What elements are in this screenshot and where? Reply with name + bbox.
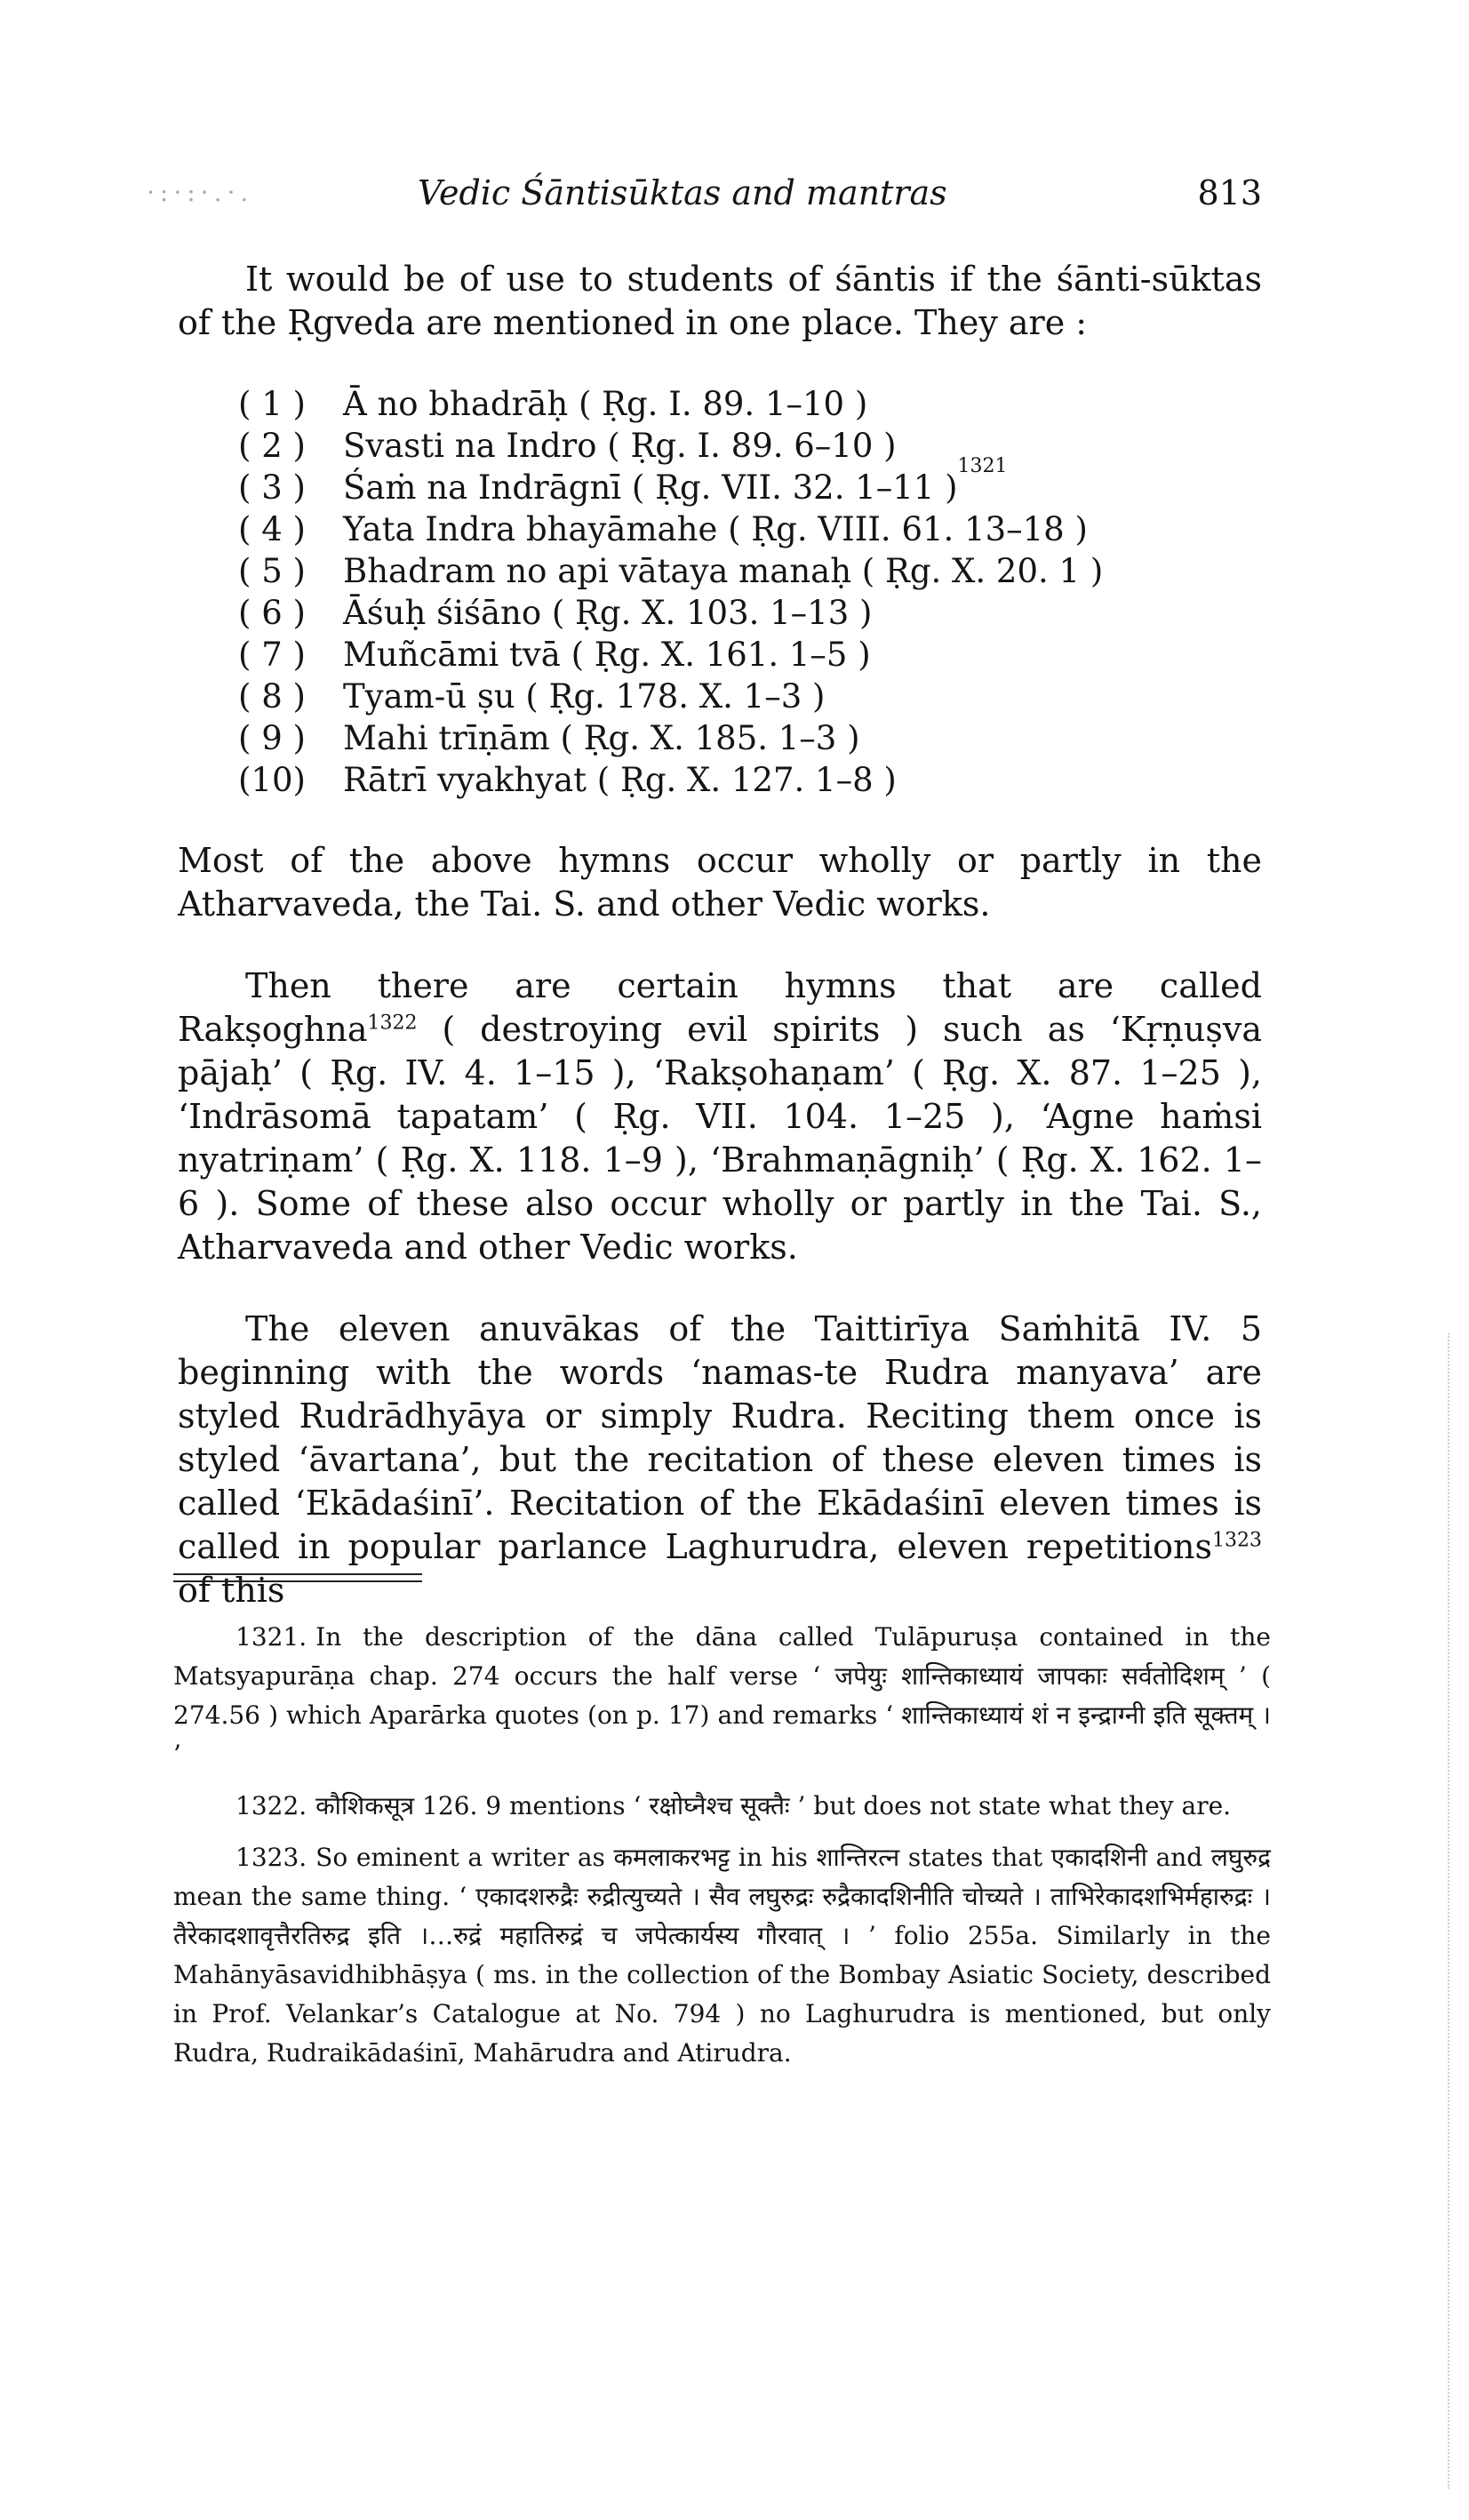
list-item <box>238 759 1262 801</box>
list-item-text: Rātrī vyakhyat ( Ṛg. X. 127. 1–8 ) <box>343 761 897 799</box>
scan-margin-line <box>1448 1333 1449 2489</box>
list-item <box>238 550 1262 592</box>
list-item-number: ( 8 ) <box>238 677 306 716</box>
intro-paragraph: It would be of use to students of śāntis if the śānti-sūktas of the Ṛgveda are mentioned in one place. They are : <box>178 260 1262 342</box>
page-header <box>178 173 1262 218</box>
list-item-text: Yata Indra bhayāmahe ( Ṛg. VIII. 61. 13–18 ) <box>343 510 1088 548</box>
list-item-text: Muñcāmi tvā ( Ṛg. X. 161. 1–5 ) <box>343 636 871 674</box>
list-item-text: Svasti na Indro ( Ṛg. I. 89. 6–10 ) <box>343 427 897 465</box>
list-item-number: ( 5 ) <box>238 552 306 590</box>
list-item <box>238 592 1262 634</box>
footnote-1323 <box>173 1838 1271 2073</box>
list-item-number: ( 4 ) <box>238 510 306 548</box>
santi-sukta-list <box>178 383 1262 801</box>
main-text <box>178 258 1262 1651</box>
footnotes <box>173 1618 1271 2085</box>
footnote-text: So eminent a writer as कमलाकरभट्ट in his शान्तिरत्न states that एकादशिनी and लघुरुद्र mean the same thing. ‘ एकादशरुद्रैः रुद्रीत्युच्यते । सैव लघुरुद्रः रुद्रैकादशिनीति चोच्यते । ताभिरेकादशभिर्महारुद्रः । तैरेकादशावृत्तैरतिरुद्र इति ।…रुद्रं महातिरुद्रं च जपेत्कार्यस्य गौरवात् । ’ folio 255a. Similarly in the Mahānyāsavidhibhāṣya ( ms. in the collection of the Bombay Asiatic Society, described in Prof. Velankar’s Catalogue at No. 794 ) no Laghurudra is mentioned, but only Rudra, Rudraikādaśinī, Mahārudra and Atirudra. <box>173 1843 1271 2068</box>
atharva-paragraph: Most of the above hymns occur wholly or partly in the Atharvaveda, the Tai. S. and other Vedic works. <box>178 841 1262 924</box>
list-item <box>238 634 1262 676</box>
footnote-ref: 1321 <box>957 455 1008 477</box>
list-item-text: Āśuḥ śiśāno ( Ṛg. X. 103. 1–13 ) <box>343 594 873 632</box>
rudra-paragraph <box>178 1308 1262 1612</box>
rudra-text-b: of this <box>178 1571 285 1610</box>
running-title: Vedic Śāntisūktas and mantras <box>418 173 947 212</box>
footnote-text: In the description of the dāna called Tulāpuruṣa contained in the Matsyapurāṇa chap. 274 occurs the half verse ‘ जपेयुः शान्तिकाध्यायं जापकाः सर्वतोदिशम् ’ ( 274.56 ) which Aparārka quotes (on p. 17) and remarks ‘ शान्तिकाध्यायं शं न इन्द्राग्नी इति सूक्तम् । ’ <box>173 1622 1271 1769</box>
footnote-number: 1322. <box>236 1791 307 1820</box>
list-item <box>238 717 1262 759</box>
footnote-divider <box>173 1580 422 1582</box>
list-item-number: ( 2 ) <box>238 427 306 465</box>
list-item <box>238 455 1262 508</box>
footnote-ref: 1323 <box>1212 1529 1262 1552</box>
list-item-number: ( 6 ) <box>238 594 306 632</box>
footnote-divider <box>173 1573 422 1575</box>
raksoghna-text-b: ( destroying evil spirits ) such as ‘Kṛṇuṣva pājaḥ’ ( Ṛg. IV. 4. 1–15 ), ‘Rakṣohaṇam’ ( Ṛg. X. 87. 1–25 ), ‘Indrāsomā tapatam’ ( Ṛg. VII. 104. 1–25 ), ‘Agne haṁsi nyatriṇam’ ( Ṛg. X. 118. 1–9 ), ‘Brahmaṇāgniḥ’ ( Ṛg. X. 162. 1–6 ). Some of these also occur wholly or partly in the Tai. S., Atharvaveda and other Vedic works. <box>178 1010 1262 1267</box>
page-number: 813 <box>1197 173 1262 212</box>
list-item-text: Tyam-ū ṣu ( Ṛg. 178. X. 1–3 ) <box>343 677 826 716</box>
list-item-text: Ā no bhadrāḥ ( Ṛg. I. 89. 1–10 ) <box>343 385 868 423</box>
footnote-number: 1321. <box>236 1622 307 1652</box>
list-item-number: ( 3 ) <box>238 468 306 507</box>
list-item-text: Bhadram no api vātaya manaḥ ( Ṛg. X. 20. 1 ) <box>343 552 1104 590</box>
footnote-1321 <box>173 1618 1271 1774</box>
raksoghna-text-a: Then there are certain hymns that are called Rakṣoghna <box>178 966 1262 1049</box>
list-item-number: (10) <box>238 761 306 799</box>
footnote-text: कौशिकसूत्र 126. 9 mentions ‘ रक्षोघ्नैश्च सूक्तैः ’ but does not state what they are. <box>315 1791 1232 1820</box>
list-item-number: ( 7 ) <box>238 636 306 674</box>
list-item <box>238 425 1262 467</box>
list-item <box>238 508 1262 550</box>
scan-edge-mark: ·:·:·.·. <box>147 178 254 207</box>
list-item-text: Mahi trīṇām ( Ṛg. X. 185. 1–3 ) <box>343 719 860 757</box>
list-item-number: ( 1 ) <box>238 385 306 423</box>
footnote-number: 1323. <box>236 1843 307 1872</box>
rudra-text-a: The eleven anuvākas of the Taittirīya Saṁhitā IV. 5 beginning with the words ‘namas-te Rudra manyava’ are styled Rudrādhyāya or simply Rudra. Reciting them once is styled ‘āvartana’, but the recitation of these eleven times is called ‘Ekādaśinī’. Recitation of the Ekādaśinī eleven times is called in popular parlance Laghurudra, eleven repetitions <box>178 1309 1262 1566</box>
footnote-1322 <box>173 1787 1271 1826</box>
list-item <box>238 383 1262 425</box>
raksoghna-paragraph <box>178 964 1262 1269</box>
footnote-ref: 1322 <box>367 1012 418 1035</box>
list-item <box>238 676 1262 717</box>
list-item-number: ( 9 ) <box>238 719 306 757</box>
list-item-text: Śaṁ na Indrāgnī ( Ṛg. VII. 32. 1–11 ) <box>343 468 958 507</box>
